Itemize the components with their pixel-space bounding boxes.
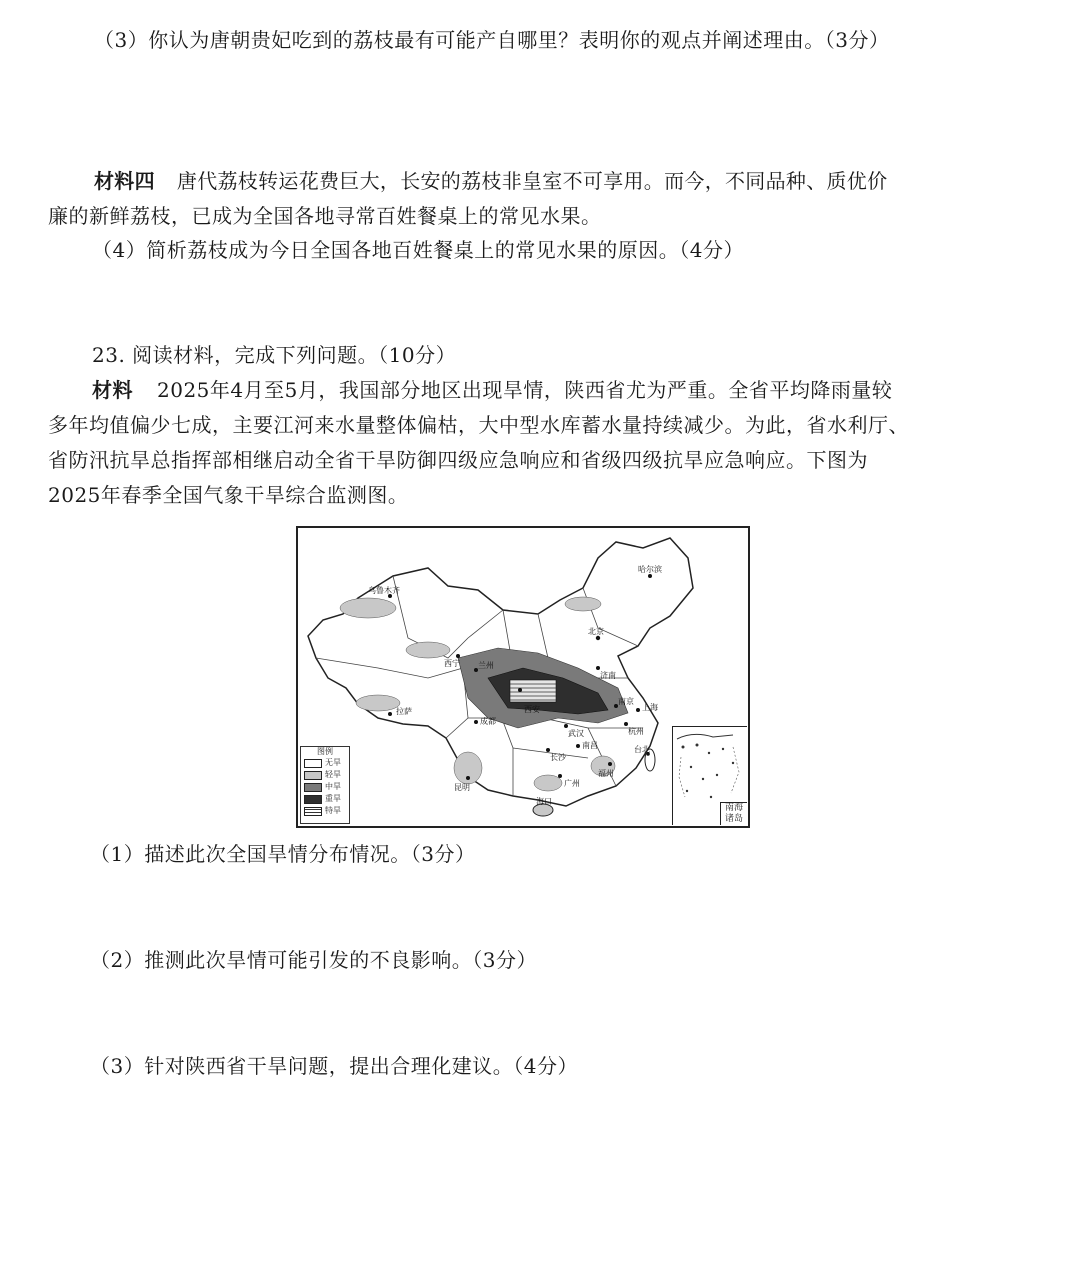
q23-material-line3: 省防汛抗旱总指挥部相继启动全省干旱防御四级应急响应和省级四级抗旱应急响应。下图为 bbox=[48, 448, 868, 472]
legend-item-light bbox=[301, 769, 349, 781]
legend-item-extreme bbox=[301, 805, 349, 817]
question-23-2: （2）推测此次旱情可能引发的不良影响。（3分） bbox=[90, 948, 537, 972]
legend-swatch bbox=[304, 771, 322, 780]
light-drought-innermongolia bbox=[565, 597, 601, 611]
extreme-drought-core bbox=[510, 680, 556, 702]
q23-material-line2: 多年均值偏少七成，主要江河来水量整体偏枯，大中型水库蓄水量持续减少。为此，省水利厅、 bbox=[48, 413, 909, 437]
legend-label: 重旱 bbox=[325, 794, 341, 803]
question-23-3: （3）针对陕西省干旱问题，提出合理化建议。（4分） bbox=[90, 1054, 578, 1078]
city-harbin: 哈尔滨 bbox=[638, 565, 662, 574]
question-22-3: （3）你认为唐朝贵妃吃到的荔枝最有可能产自哪里？表明你的观点并阐述理由。（3分） bbox=[94, 28, 890, 52]
drought-monitoring-map bbox=[296, 526, 750, 828]
city-fuzhou: 福州 bbox=[598, 769, 614, 778]
question-23-heading: 23. 阅读材料，完成下列问题。（10分） bbox=[92, 343, 457, 367]
city-changsha: 长沙 bbox=[550, 753, 566, 762]
legend-swatch bbox=[304, 807, 322, 816]
light-drought-guangdong bbox=[534, 775, 562, 791]
legend-label: 中旱 bbox=[325, 782, 341, 791]
material-4-paragraph bbox=[48, 167, 1000, 195]
light-drought-xizang bbox=[356, 695, 400, 711]
city-lanzhou: 兰州 bbox=[478, 661, 494, 670]
city-chengdu: 成都 bbox=[480, 717, 496, 726]
south-china-sea-inset bbox=[672, 726, 747, 825]
city-kunming: 昆明 bbox=[454, 783, 470, 792]
city-beijing: 北京 bbox=[588, 627, 604, 636]
city-hangzhou: 杭州 bbox=[628, 727, 644, 736]
city-xining: 西宁 bbox=[444, 659, 460, 668]
city-nanjing: 南京 bbox=[618, 697, 634, 706]
material-4-line1: 唐代荔枝转运花费巨大，长安的荔枝非皇室不可享用。而今，不同品种、质优价 bbox=[176, 169, 888, 193]
city-guangzhou: 广州 bbox=[564, 779, 580, 788]
legend-item-moderate bbox=[301, 781, 349, 793]
material-4-line2: 廉的新鲜荔枝，已成为全国各地寻常百姓餐桌上的常见水果。 bbox=[48, 204, 602, 228]
q23-material-text1: 2025年4月至5月，我国部分地区出现旱情，陕西省尤为严重。全省平均降雨量较 bbox=[157, 378, 893, 402]
legend-item-severe bbox=[301, 793, 349, 805]
legend-swatch bbox=[304, 783, 322, 792]
city-jinan: 济南 bbox=[600, 671, 616, 680]
city-haikou: 海口 bbox=[536, 797, 552, 806]
city-shanghai: 上海 bbox=[642, 703, 658, 712]
map-legend bbox=[300, 746, 350, 824]
question-22-4: （4）简析荔枝成为今日全国各地百姓餐桌上的常见水果的原因。（4分） bbox=[92, 238, 744, 262]
legend-label: 无旱 bbox=[325, 758, 341, 767]
material-4-label: 材料四 bbox=[94, 169, 155, 193]
q23-material-line4: 2025年春季全国气象干旱综合监测图。 bbox=[48, 483, 409, 507]
legend-label: 轻旱 bbox=[325, 770, 341, 779]
legend-label: 特旱 bbox=[325, 806, 341, 815]
q23-material-line1 bbox=[92, 376, 892, 404]
city-lhasa: 拉萨 bbox=[396, 707, 412, 716]
city-nanchang: 南昌 bbox=[582, 741, 598, 750]
legend-item-none bbox=[301, 757, 349, 769]
question-23-1: （1）描述此次全国旱情分布情况。（3分） bbox=[90, 842, 476, 866]
inset-label: 南海诸岛 bbox=[720, 802, 747, 825]
legend-swatch bbox=[304, 759, 322, 768]
legend-title: 图例 bbox=[317, 747, 333, 756]
city-xian: 西安 bbox=[524, 705, 540, 714]
city-urumqi: 乌鲁木齐 bbox=[368, 586, 400, 595]
light-drought-xinjiang bbox=[340, 598, 396, 618]
city-wuhan: 武汉 bbox=[568, 729, 584, 738]
light-drought-qinghai bbox=[406, 642, 450, 658]
q23-material-label: 材料 bbox=[92, 378, 133, 402]
city-taipei: 台北 bbox=[634, 745, 650, 754]
legend-swatch bbox=[304, 795, 322, 804]
